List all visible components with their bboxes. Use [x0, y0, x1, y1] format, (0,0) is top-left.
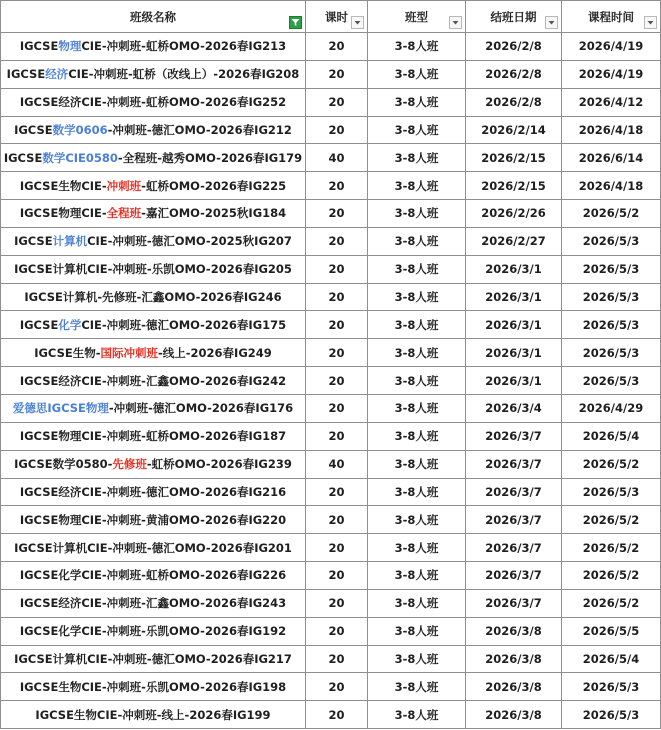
cell-course-time[interactable]: 2026/5/3: [562, 283, 661, 311]
cell-course-time[interactable]: 2026/4/29: [562, 394, 661, 422]
table-body: [1, 33, 661, 729]
table-row: [1, 450, 661, 478]
cell-class-name[interactable]: [1, 144, 306, 172]
cell-type[interactable]: 3-8人班: [368, 478, 466, 506]
table-row: [1, 88, 661, 116]
table-row: [1, 144, 661, 172]
class-name-segment: IGCSE生物CIE-冲刺班-线上-2026春IG199: [35, 707, 271, 722]
cell-class-name[interactable]: [1, 394, 306, 422]
cell-end-date[interactable]: 2026/3/7: [466, 534, 562, 562]
class-name-segment: IGCSE计算机CIE-冲刺班-德汇OMO-2026春IG201: [14, 540, 292, 555]
cell-end-date[interactable]: 2026/2/14: [466, 116, 562, 144]
class-name-segment: IGCSE化学CIE-冲刺班-虹桥OMO-2026春IG226: [19, 568, 287, 583]
class-name-segment: IGCSE: [6, 67, 46, 82]
cell-hours[interactable]: 20: [306, 478, 368, 506]
cell-type[interactable]: 3-8人班: [368, 534, 466, 562]
cell-hours[interactable]: 20: [306, 589, 368, 617]
cell-hours[interactable]: 20: [306, 673, 368, 701]
cell-type[interactable]: 3-8人班: [368, 367, 466, 395]
class-name-segment: IGCSE物理CIE-冲刺班-黄浦OMO-2026春IG220: [19, 512, 287, 527]
cell-course-time[interactable]: 2026/4/18: [562, 116, 661, 144]
table-row: [1, 33, 661, 61]
class-name-segment: -虹桥OMO-2026春IG239: [146, 457, 292, 472]
cell-hours[interactable]: 20: [306, 88, 368, 116]
dropdown-arrow-icon[interactable]: [351, 16, 364, 29]
filter-active-icon[interactable]: [289, 16, 302, 29]
cell-hours[interactable]: 40: [306, 144, 368, 172]
cell-end-date[interactable]: 2026/3/1: [466, 311, 562, 339]
cell-course-time[interactable]: 2026/5/2: [562, 562, 661, 590]
cell-hours[interactable]: 20: [306, 227, 368, 255]
cell-course-time[interactable]: 2026/4/18: [562, 172, 661, 200]
cell-type[interactable]: 3-8人班: [368, 589, 466, 617]
cell-end-date[interactable]: 2026/3/8: [466, 617, 562, 645]
cell-class-name[interactable]: [1, 701, 306, 729]
cell-hours[interactable]: 40: [306, 450, 368, 478]
cell-class-name[interactable]: [1, 367, 306, 395]
class-name-segment: IGCSE: [14, 234, 53, 249]
cell-end-date[interactable]: 2026/2/8: [466, 60, 562, 88]
table-row: [1, 422, 661, 450]
class-name-segment: IGCSE经济CIE-冲刺班-汇鑫OMO-2026春IG242: [19, 373, 287, 388]
cell-type[interactable]: 3-8人班: [368, 60, 466, 88]
table-row: [1, 506, 661, 534]
dropdown-arrow-icon[interactable]: [449, 16, 462, 29]
class-name-segment: 数学0606: [52, 122, 108, 137]
column-header-label: 班级名称: [130, 9, 176, 24]
cell-end-date[interactable]: 2026/3/1: [466, 283, 562, 311]
cell-type[interactable]: 3-8人班: [368, 617, 466, 645]
cell-class-name[interactable]: [1, 534, 306, 562]
table-row: [1, 701, 661, 729]
cell-end-date[interactable]: 2026/3/1: [466, 367, 562, 395]
cell-class-name[interactable]: [1, 506, 306, 534]
class-name-segment: -全程班-越秀OMO-2026春IG179: [117, 150, 303, 165]
cell-class-name[interactable]: [1, 645, 306, 673]
cell-end-date[interactable]: 2026/2/15: [466, 144, 562, 172]
class-name-segment: CIE-冲刺班-德汇OMO-2025秋IG207: [87, 234, 292, 249]
cell-type[interactable]: 3-8人班: [368, 33, 466, 61]
cell-hours[interactable]: 20: [306, 394, 368, 422]
dropdown-arrow-icon[interactable]: [545, 16, 558, 29]
class-name-segment: IGCSE: [14, 122, 53, 137]
class-name-segment: IGCSE: [19, 317, 59, 332]
class-name-segment: IGCSE物理CIE-冲刺班-虹桥OMO-2026春IG187: [19, 429, 287, 444]
cell-class-name[interactable]: [1, 673, 306, 701]
cell-end-date[interactable]: 2026/3/8: [466, 645, 562, 673]
table-row: [1, 60, 661, 88]
cell-end-date[interactable]: 2026/3/1: [466, 255, 562, 283]
cell-type[interactable]: 3-8人班: [368, 506, 466, 534]
cell-end-date[interactable]: 2026/3/1: [466, 339, 562, 367]
cell-end-date[interactable]: 2026/3/7: [466, 422, 562, 450]
column-header-label: 班型: [405, 9, 428, 24]
class-name-segment: 全程班: [106, 206, 142, 221]
class-name-segment: 冲刺班: [106, 178, 142, 193]
cell-hours[interactable]: 20: [306, 701, 368, 729]
column-header-end-date[interactable]: [466, 1, 562, 33]
class-name-segment: 化学: [58, 317, 82, 332]
cell-end-date[interactable]: 2026/2/15: [466, 172, 562, 200]
cell-class-name[interactable]: [1, 172, 306, 200]
cell-hours[interactable]: 20: [306, 311, 368, 339]
class-name-segment: IGCSE计算机CIE-冲刺班-德汇OMO-2026春IG217: [14, 651, 292, 666]
class-name-segment: IGCSE化学CIE-冲刺班-乐凯OMO-2026春IG192: [19, 624, 287, 639]
table-row: [1, 339, 661, 367]
class-name-segment: IGCSE生物CIE-: [19, 178, 107, 193]
cell-class-name[interactable]: [1, 255, 306, 283]
cell-hours[interactable]: 20: [306, 645, 368, 673]
cell-end-date[interactable]: 2026/3/7: [466, 562, 562, 590]
cell-course-time[interactable]: 2026/6/14: [562, 144, 661, 172]
class-name-segment: IGCSE: [19, 39, 59, 54]
class-name-segment: IGCSE经济CIE-冲刺班-汇鑫OMO-2026春IG243: [19, 596, 287, 611]
cell-type[interactable]: 3-8人班: [368, 422, 466, 450]
cell-class-name[interactable]: [1, 88, 306, 116]
class-name-segment: IGCSE计算机CIE-冲刺班-乐凯OMO-2026春IG205: [14, 262, 292, 277]
table-row: [1, 617, 661, 645]
cell-course-time[interactable]: 2026/5/3: [562, 255, 661, 283]
cell-class-name[interactable]: [1, 227, 306, 255]
class-name-segment: CIE-冲刺班-虹桥OMO-2026春IG213: [81, 39, 287, 54]
cell-class-name[interactable]: [1, 283, 306, 311]
column-header-course-time[interactable]: [562, 1, 661, 33]
cell-course-time[interactable]: 2026/5/2: [562, 450, 661, 478]
class-name-segment: 爱德思IGCSE物理: [12, 401, 109, 416]
column-header-label: 课时: [325, 9, 348, 24]
cell-course-time[interactable]: 2026/5/4: [562, 645, 661, 673]
cell-course-time[interactable]: 2026/5/2: [562, 589, 661, 617]
cell-type[interactable]: 3-8人班: [368, 673, 466, 701]
cell-end-date[interactable]: 2026/3/7: [466, 589, 562, 617]
column-header-label: 课程时间: [588, 9, 634, 24]
table-row: [1, 367, 661, 395]
cell-class-name[interactable]: [1, 562, 306, 590]
class-name-segment: 经济: [45, 67, 69, 82]
table-row: [1, 200, 661, 228]
class-name-segment: -线上-2026春IG249: [158, 345, 272, 360]
cell-course-time[interactable]: 2026/5/2: [562, 534, 661, 562]
cell-type[interactable]: 3-8人班: [368, 339, 466, 367]
cell-hours[interactable]: 20: [306, 33, 368, 61]
table-row: [1, 478, 661, 506]
cell-course-time[interactable]: 2026/5/2: [562, 506, 661, 534]
cell-end-date[interactable]: 2026/2/8: [466, 88, 562, 116]
table-row: [1, 534, 661, 562]
cell-hours[interactable]: 20: [306, 367, 368, 395]
cell-end-date[interactable]: 2026/2/26: [466, 200, 562, 228]
cell-course-time[interactable]: 2026/5/3: [562, 367, 661, 395]
class-name-segment: IGCSE物理CIE-: [19, 206, 107, 221]
cell-type[interactable]: 3-8人班: [368, 255, 466, 283]
cell-course-time[interactable]: 2026/5/3: [562, 227, 661, 255]
class-name-segment: IGCSE生物CIE-冲刺班-乐凯OMO-2026春IG198: [19, 679, 287, 694]
cell-hours[interactable]: 20: [306, 172, 368, 200]
cell-course-time[interactable]: 2026/5/3: [562, 701, 661, 729]
cell-type[interactable]: 3-8人班: [368, 394, 466, 422]
class-name-segment: 国际冲刺班: [100, 345, 158, 360]
table-row: [1, 562, 661, 590]
cell-type[interactable]: 3-8人班: [368, 144, 466, 172]
cell-end-date[interactable]: 2026/3/4: [466, 394, 562, 422]
cell-course-time[interactable]: 2026/5/3: [562, 311, 661, 339]
table-row: [1, 116, 661, 144]
table-row: [1, 172, 661, 200]
cell-type[interactable]: 3-8人班: [368, 88, 466, 116]
cell-end-date[interactable]: 2026/3/8: [466, 673, 562, 701]
table-row: [1, 255, 661, 283]
cell-type[interactable]: 3-8人班: [368, 227, 466, 255]
cell-class-name[interactable]: [1, 339, 306, 367]
cell-type[interactable]: 3-8人班: [368, 311, 466, 339]
table-row: [1, 394, 661, 422]
class-name-segment: -冲刺班-德汇OMO-2026春IG212: [107, 122, 292, 137]
dropdown-arrow-icon[interactable]: [644, 16, 657, 29]
class-name-segment: IGCSE经济CIE-冲刺班-德汇OMO-2026春IG216: [19, 484, 287, 499]
class-name-segment: IGCSE: [3, 150, 43, 165]
table-row: [1, 311, 661, 339]
cell-class-name[interactable]: [1, 450, 306, 478]
table-row: [1, 673, 661, 701]
cell-type[interactable]: 3-8人班: [368, 283, 466, 311]
cell-type[interactable]: 3-8人班: [368, 116, 466, 144]
class-name-segment: 物理: [58, 39, 82, 54]
class-name-segment: IGCSE经济CIE-冲刺班-虹桥OMO-2026春IG252: [19, 95, 287, 110]
cell-hours[interactable]: 20: [306, 200, 368, 228]
column-header-type[interactable]: [368, 1, 466, 33]
cell-hours[interactable]: 20: [306, 422, 368, 450]
header-row: [1, 1, 661, 33]
cell-class-name[interactable]: [1, 60, 306, 88]
column-header-name[interactable]: [1, 1, 306, 33]
cell-hours[interactable]: 20: [306, 60, 368, 88]
cell-class-name[interactable]: [1, 589, 306, 617]
cell-end-date[interactable]: 2026/3/7: [466, 478, 562, 506]
cell-course-time[interactable]: 2026/4/19: [562, 33, 661, 61]
table-row: [1, 645, 661, 673]
class-name-segment: -虹桥OMO-2026春IG225: [141, 178, 287, 193]
cell-type[interactable]: 3-8人班: [368, 701, 466, 729]
cell-course-time[interactable]: 2026/4/12: [562, 88, 661, 116]
cell-type[interactable]: 3-8人班: [368, 645, 466, 673]
class-name-segment: IGCSE生物-: [34, 345, 101, 360]
cell-class-name[interactable]: [1, 478, 306, 506]
cell-course-time[interactable]: 2026/5/3: [562, 478, 661, 506]
class-name-segment: 计算机: [52, 234, 88, 249]
cell-class-name[interactable]: [1, 116, 306, 144]
table-row: [1, 227, 661, 255]
table-row: [1, 283, 661, 311]
cell-hours[interactable]: 20: [306, 339, 368, 367]
cell-hours[interactable]: 20: [306, 255, 368, 283]
cell-end-date[interactable]: 2026/3/7: [466, 450, 562, 478]
class-name-segment: 先修班: [112, 457, 147, 472]
cell-type[interactable]: 3-8人班: [368, 450, 466, 478]
cell-course-time[interactable]: 2026/4/19: [562, 60, 661, 88]
cell-hours[interactable]: 20: [306, 506, 368, 534]
cell-course-time[interactable]: 2026/5/3: [562, 673, 661, 701]
cell-class-name[interactable]: [1, 33, 306, 61]
class-name-segment: -冲刺班-德汇OMO-2026春IG176: [108, 401, 294, 416]
cell-course-time[interactable]: 2026/5/4: [562, 422, 661, 450]
column-header-hours[interactable]: [306, 1, 368, 33]
table-row: [1, 589, 661, 617]
class-name-segment: IGCSE数学0580-: [14, 457, 113, 472]
cell-end-date[interactable]: 2026/2/27: [466, 227, 562, 255]
cell-end-date[interactable]: 2026/3/8: [466, 701, 562, 729]
cell-course-time[interactable]: 2026/5/2: [562, 200, 661, 228]
class-name-segment: CIE-冲刺班-德汇OMO-2026春IG175: [81, 317, 287, 332]
cell-class-name[interactable]: [1, 617, 306, 645]
cell-end-date[interactable]: 2026/2/8: [466, 33, 562, 61]
class-name-segment: 数学CIE0580: [42, 150, 118, 165]
cell-hours[interactable]: 20: [306, 617, 368, 645]
cell-end-date[interactable]: 2026/3/7: [466, 506, 562, 534]
cell-class-name[interactable]: [1, 422, 306, 450]
column-header-label: 结班日期: [490, 9, 537, 24]
cell-hours[interactable]: 20: [306, 283, 368, 311]
cell-class-name[interactable]: [1, 200, 306, 228]
cell-class-name[interactable]: [1, 311, 306, 339]
cell-course-time[interactable]: 2026/5/5: [562, 617, 661, 645]
cell-course-time[interactable]: 2026/5/3: [562, 339, 661, 367]
cell-type[interactable]: 3-8人班: [368, 562, 466, 590]
cell-type[interactable]: 3-8人班: [368, 200, 466, 228]
cell-hours[interactable]: 20: [306, 562, 368, 590]
class-name-segment: IGCSE计算机-先修班-汇鑫OMO-2026春IG246: [24, 290, 282, 305]
cell-hours[interactable]: 20: [306, 116, 368, 144]
cell-hours[interactable]: 20: [306, 534, 368, 562]
class-name-segment: -嘉汇OMO-2025秋IG184: [141, 206, 287, 221]
class-name-segment: CIE-冲刺班-虹桥（改线上）-2026春IG208: [68, 67, 300, 82]
cell-type[interactable]: 3-8人班: [368, 172, 466, 200]
